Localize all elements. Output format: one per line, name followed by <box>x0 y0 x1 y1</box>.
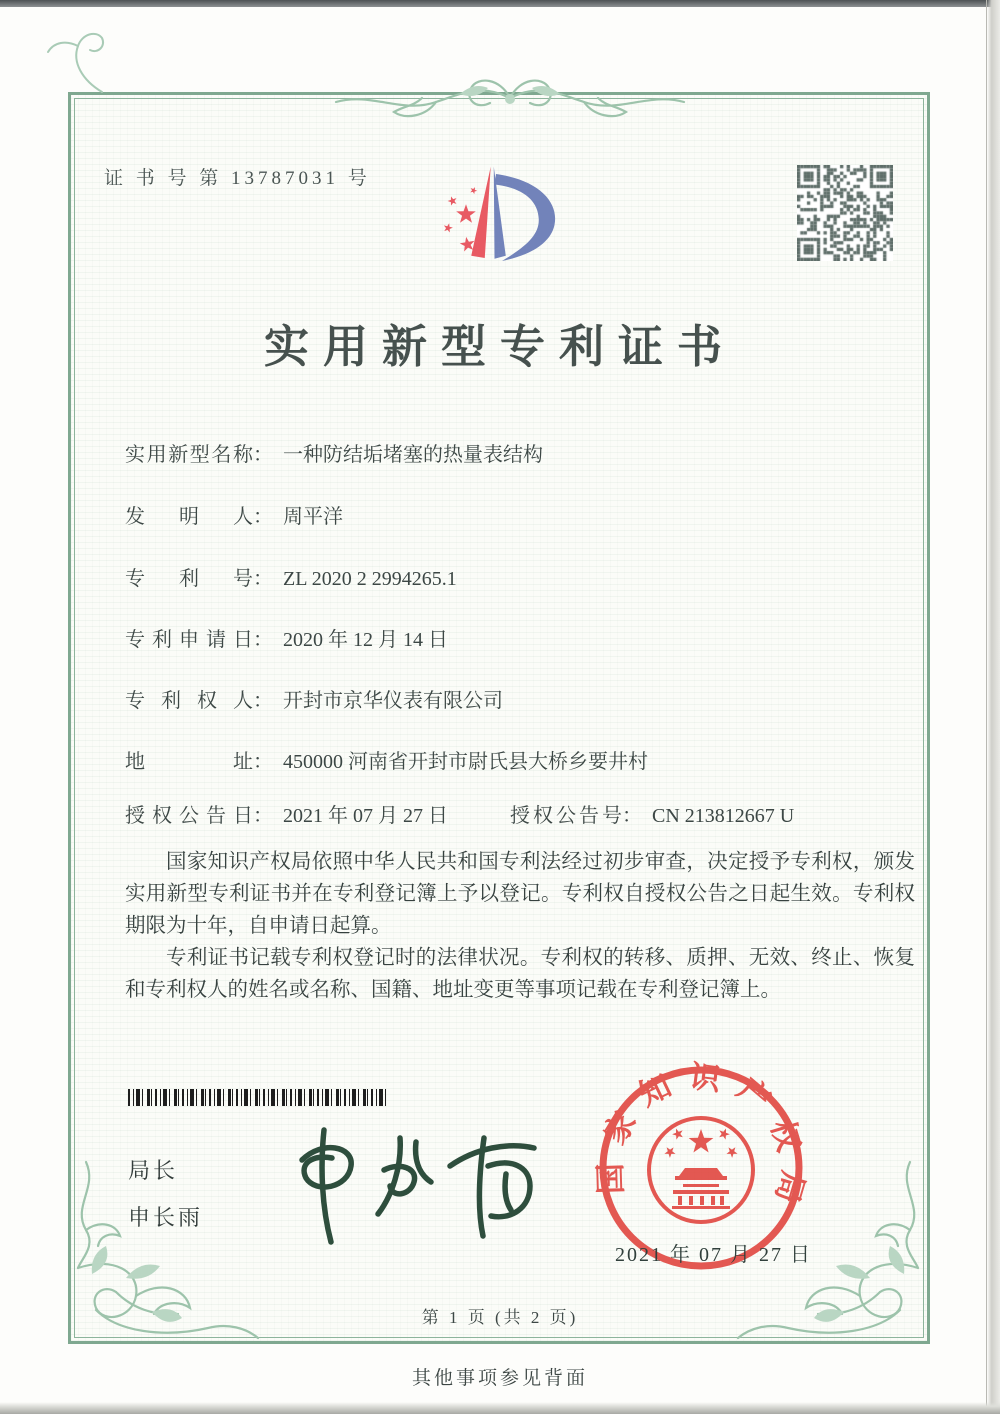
field-value: 开封市京华仪表有限公司 <box>283 690 503 712</box>
field-label: 实用新型名称 <box>125 444 253 466</box>
seal-text: 国家知识产权局 <box>592 1058 812 1222</box>
director-name: 申长雨 <box>128 1205 204 1230</box>
field-row-grant-announcement <box>125 799 795 828</box>
field-value: 2020 年 12 月 14 日 <box>283 629 448 651</box>
scan-edge-top <box>0 0 1000 7</box>
seal-date: 2021 年 07 月 27 日 <box>615 1244 812 1266</box>
field-colon: ： <box>253 690 273 712</box>
legal-paragraph-1: 国家知识产权局依照中华人民共和国专利法经过初步审查，决定授予专利权，颁发实用新型专利证书并在专利登记簿上予以登记。专利权自授权公告之日起生效。专利权期限为十年，自申请日起算。 <box>125 851 915 937</box>
field-group-announcement-number <box>510 799 794 828</box>
field-row-patent-number <box>125 562 457 591</box>
field-label: 地址 <box>125 751 253 773</box>
director-title: 局长 <box>128 1158 179 1183</box>
national-emblem-icon <box>649 1118 753 1222</box>
field-row-utility-model-name <box>125 438 543 467</box>
field-colon: ： <box>622 805 642 827</box>
field-label: 专利权人 <box>125 690 253 712</box>
field-label: 专利号 <box>125 568 253 590</box>
scan-edge-bottom <box>0 1402 1000 1414</box>
field-value: ZL 2020 2 2994265.1 <box>283 568 457 590</box>
top-left-flourish-icon <box>42 20 112 96</box>
field-label: 授权公告号 <box>510 805 622 827</box>
qr-code <box>797 165 893 261</box>
field-value: CN 213812667 U <box>652 805 795 827</box>
field-colon: ： <box>253 805 273 827</box>
director-signature <box>278 1108 558 1253</box>
field-colon: ： <box>253 568 273 590</box>
field-label: 专利申请日 <box>125 629 253 651</box>
field-colon: ： <box>253 629 273 651</box>
field-label: 授权公告日 <box>125 805 253 827</box>
field-value: 周平洋 <box>283 506 343 528</box>
cnipa-patent-logo-icon <box>418 150 583 285</box>
field-label: 发明人 <box>125 506 253 528</box>
field-colon: ： <box>253 751 273 773</box>
certificate-title: 实用新型专利证书 <box>263 322 736 372</box>
field-value: 一种防结垢堵塞的热量表结构 <box>283 444 543 466</box>
field-row-patentee <box>125 684 503 713</box>
barcode <box>128 1089 386 1106</box>
back-side-note: 其他事项参见背面 <box>411 1368 588 1389</box>
legal-paragraph-2: 专利证书记载专利权登记时的法律状况。专利权的转移、质押、无效、终止、恢复和专利权人的姓名或名称、国籍、地址变更等事项记载在专利登记簿上。 <box>125 947 915 1001</box>
field-row-address <box>125 745 648 774</box>
legal-text-block <box>125 846 915 1006</box>
certificate-number: 证 书 号 第 13787031 号 <box>104 168 371 189</box>
field-colon: ： <box>253 506 273 528</box>
field-value: 450000 河南省开封市尉氏县大桥乡要井村 <box>283 751 648 773</box>
field-value: 2021 年 07 月 27 日 <box>283 805 448 827</box>
field-row-inventor <box>125 500 343 529</box>
director-block <box>128 1154 203 1248</box>
page-indicator: 第 1 页 (共 2 页) <box>421 1308 579 1327</box>
scan-edge-right <box>986 0 1000 1414</box>
field-row-filing-date <box>125 623 448 652</box>
field-colon: ： <box>253 444 273 466</box>
